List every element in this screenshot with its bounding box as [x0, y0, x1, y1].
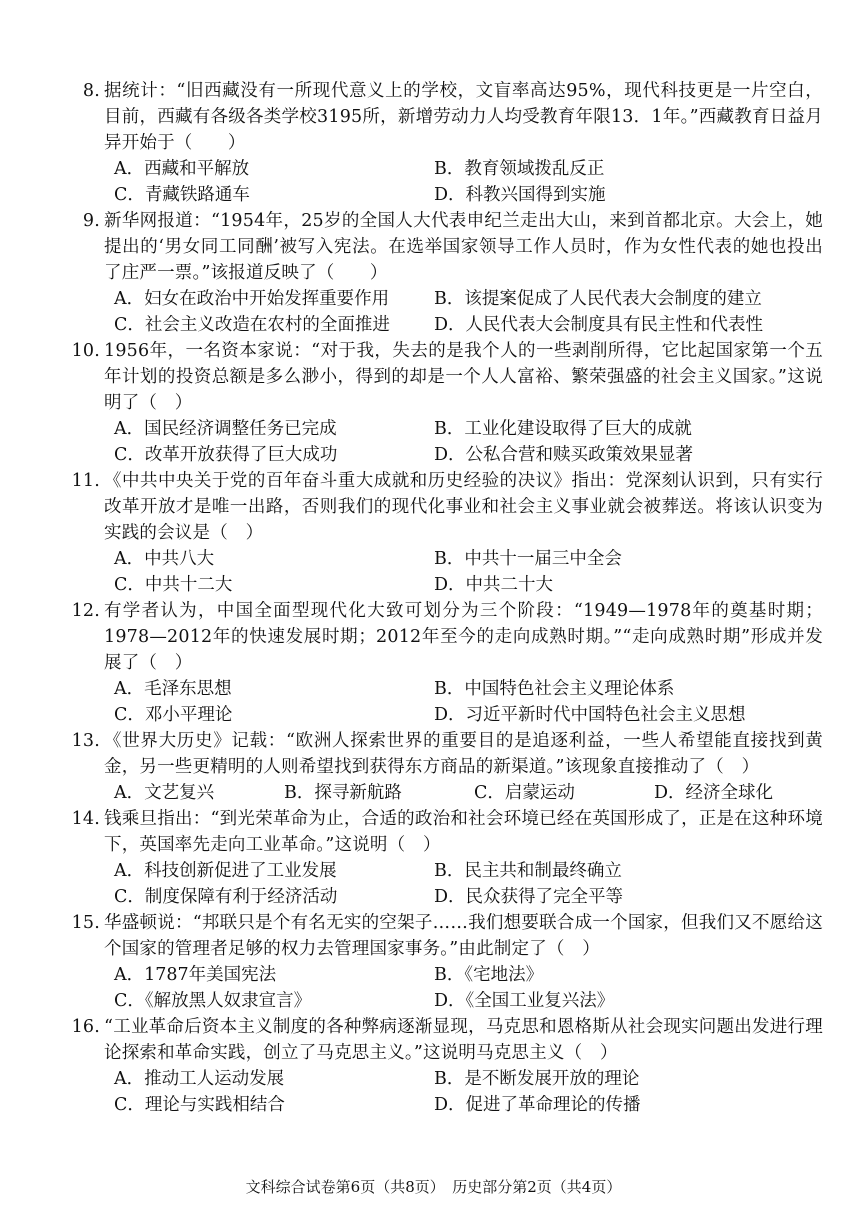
- question-number: 8.: [82, 81, 100, 101]
- option-d: D．中共二十大: [434, 575, 554, 595]
- question-stem: 15. 华盛顿说：“邦联只是个有名无实的空架子……我们想要联合成一个国家，但我们又不愿给这个国家的管理者足够的权力去管理国家事务。”由此制定了（ ）: [104, 910, 823, 962]
- option-a: A．中共八大: [114, 549, 215, 569]
- question-stem: 16. “工业革命后资本主义制度的各种弊病逐渐显现，马克思和恩格斯从社会现实问题出发进行理论探索和革命实践，创立了马克思主义。”这说明马克思主义（ ）: [104, 1014, 823, 1066]
- option-c: C．青藏铁路通车: [114, 185, 250, 205]
- option-c: C．理论与实践相结合: [114, 1095, 285, 1115]
- option-d: D．民众获得了完全平等: [434, 887, 624, 907]
- option-a: A．毛泽东思想: [114, 679, 232, 699]
- option-d: D．科教兴国得到实施: [434, 185, 606, 205]
- option-d: D．促进了革命理论的传播: [434, 1095, 641, 1115]
- option-b: B．中国特色社会主义理论体系: [434, 679, 675, 699]
- question-number: 12.: [71, 601, 100, 621]
- question-stem: 13. 《世界大历史》记载：“欧洲人探索世界的重要目的是追逐利益，一些人希望能直接找到黄金，另一些更精明的人则希望找到获得东方商品的新渠道。”该现象直接推动了（ ）: [104, 728, 823, 780]
- option-b: B．工业化建设取得了巨大的成就: [434, 419, 692, 439]
- question-12: [71, 598, 823, 728]
- answer-options: [104, 676, 823, 728]
- option-a: A．推动工人运动发展: [114, 1069, 285, 1089]
- answer-options: [104, 780, 823, 806]
- option-b: B．《宅地法》: [434, 965, 544, 985]
- option-a: A．西藏和平解放: [114, 159, 250, 179]
- option-d: D．习近平新时代中国特色社会主义思想: [434, 705, 746, 725]
- question-13: [71, 728, 823, 806]
- question-stem: 8. 据统计：“旧西藏没有一所现代意义上的学校，文盲率高达95%，现代科技更是一片空白，目前，西藏有各级各类学校3195所，新增劳动力人均受教育年限13．1年。”西藏教育日益月异开始于（ ）: [104, 78, 823, 156]
- question-14: [71, 806, 823, 910]
- option-a: A．妇女在政治中开始发挥重要作用: [114, 289, 390, 309]
- question-9: [82, 208, 823, 338]
- option-b: B．该提案促成了人民代表大会制度的建立: [434, 289, 762, 309]
- question-number: 10.: [71, 341, 100, 361]
- option-c: C．中共十二大: [114, 575, 233, 595]
- option-b: B．民主共和制最终确立: [434, 861, 622, 881]
- answer-options: [104, 962, 823, 1014]
- option-c: C．《解放黑人奴隶宣言》: [114, 991, 312, 1011]
- option-b: B．教育领域拨乱反正: [434, 159, 605, 179]
- option-c: C．改革开放获得了巨大成功: [114, 445, 338, 465]
- option-b: B．探寻新航路: [284, 783, 402, 803]
- option-d: D．公私合营和赎买政策效果显著: [434, 445, 694, 465]
- question-8: [82, 78, 823, 208]
- option-a: A．文艺复兴: [114, 783, 215, 803]
- answer-options: [104, 1066, 823, 1118]
- option-b: B．中共十一届三中全会: [434, 549, 622, 569]
- option-d: D．人民代表大会制度具有民主性和代表性: [434, 315, 764, 335]
- question-stem: 12. 有学者认为，中国全面型现代化大致可划分为三个阶段：“1949—1978年的奠基时期；1978—2012年的快速发展时期；2012年至今的走向成熟时期。”“走向成熟时期”形成并发展了（ ）: [104, 598, 823, 676]
- option-b: B．是不断发展开放的理论: [434, 1069, 640, 1089]
- question-15: [71, 910, 823, 1014]
- question-stem: 9. 新华网报道：“1954年，25岁的全国人大代表申纪兰走出大山，来到首都北京。大会上，她提出的‘男女同工同酬’被写入宪法。在选举国家领导工作人员时，作为女性代表的她也投出了庄严一票。”该报道反映了（ ）: [104, 208, 823, 286]
- answer-options: [104, 546, 823, 598]
- option-d: D．《全国工业复兴法》: [434, 991, 615, 1011]
- answer-options: [104, 286, 823, 338]
- answer-options: [104, 416, 823, 468]
- question-stem: 10. 1956年，一名资本家说：“对于我，失去的是我个人的一些剥削所得，它比起国家第一个五年计划的投资总额是多么渺小，得到的却是一个人人富裕、繁荣强盛的社会主义国家。”这说明了（ ）: [104, 338, 823, 416]
- question-stem: 11. 《中共中央关于党的百年奋斗重大成就和历史经验的决议》指出：党深刻认识到，只有实行改革开放才是唯一出路，否则我们的现代化事业和社会主义事业就会被葬送。将该认识变为实践的会议是（ ）: [104, 468, 823, 546]
- question-stem: 14. 钱乘旦指出：“到光荣革命为止，合适的政治和社会环境已经在英国形成了，正是在这种环境下，英国率先走向工业革命。”这说明（ ）: [104, 806, 823, 858]
- option-c: C．制度保障有利于经济活动: [114, 887, 338, 907]
- option-c: C．社会主义改造在农村的全面推进: [114, 315, 390, 335]
- question-10: [71, 338, 823, 468]
- question-11: [71, 468, 823, 598]
- option-a: A．1787年美国宪法: [114, 965, 277, 985]
- question-number: 13.: [71, 731, 100, 751]
- question-number: 14.: [71, 809, 100, 829]
- answer-options: [104, 858, 823, 910]
- question-number: 11.: [71, 471, 100, 491]
- answer-options: [104, 156, 823, 208]
- question-number: 16.: [71, 1017, 100, 1037]
- page-footer: 文科综合试卷第6页（共8页） 历史部分第2页（共4页）: [245, 1178, 622, 1196]
- option-a: A．国民经济调整任务已完成: [114, 419, 337, 439]
- option-a: A．科技创新促进了工业发展: [114, 861, 337, 881]
- question-number: 15.: [71, 913, 100, 933]
- option-d: D．经济全球化: [654, 783, 774, 803]
- option-c: C．邓小平理论: [114, 705, 233, 725]
- question-number: 9.: [82, 211, 100, 231]
- question-16: [71, 1014, 823, 1118]
- option-c: C．启蒙运动: [474, 783, 575, 803]
